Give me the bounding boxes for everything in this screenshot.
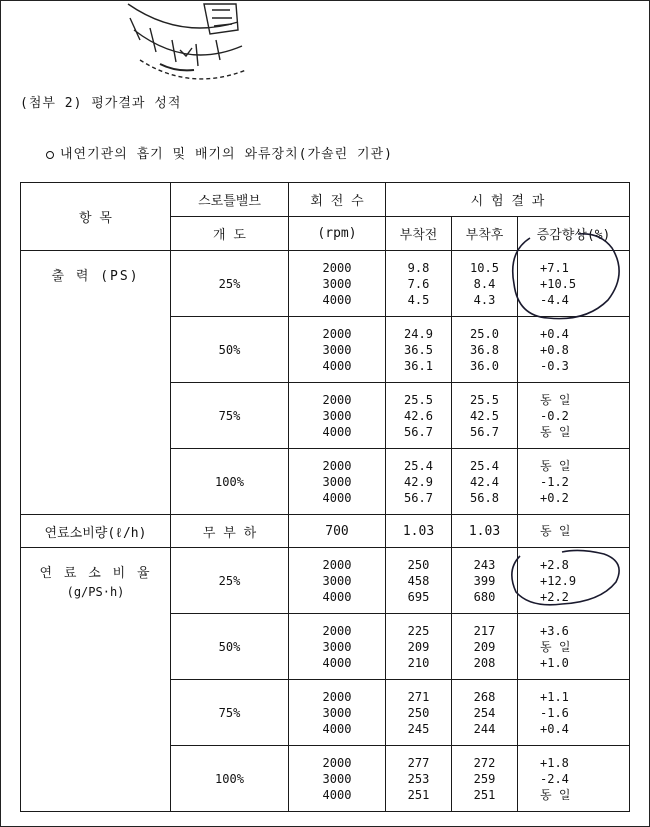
fuel-use-before: 1.03 [386,515,452,548]
output-item-cell [21,251,171,515]
change-cell: +1.1 -1.6 +0.4 [518,680,630,746]
header-results: 시 험 결 과 [386,183,630,217]
before-cell: 271 250 245 [386,680,452,746]
rpm-cell: 2000 3000 4000 [289,746,386,812]
throttle-cell: 100% [171,746,289,812]
after-cell: 272 259 251 [452,746,518,812]
change-cell: +7.1 +10.5 -4.4 [518,251,630,317]
output-label: 출 력 (PS) [51,269,140,284]
after-cell: 25.5 42.5 56.7 [452,383,518,449]
change-cell: +0.4 +0.8 -0.3 [518,317,630,383]
official-seal-stamp [120,0,250,86]
rpm-cell: 2000 3000 4000 [289,317,386,383]
rpm-cell: 2000 3000 4000 [289,680,386,746]
section-title-text: 내연기관의 흡기 및 배기의 와류장치(가솔린 기관) [60,147,393,162]
before-cell: 9.8 7.6 4.5 [386,251,452,317]
throttle-cell: 75% [171,383,289,449]
header-before: 부착전 [386,217,452,251]
header-item: 항 목 [21,183,171,251]
throttle-cell: 75% [171,680,289,746]
header-change: 증감향상(%) [518,217,630,251]
before-cell: 250 458 695 [386,548,452,614]
change-cell: +3.6 동 일 +1.0 [518,614,630,680]
after-cell: 10.5 8.4 4.3 [452,251,518,317]
fuel-use-after: 1.03 [452,515,518,548]
attachment-title: (첨부 2) 평가결과 성적 [20,96,182,111]
header-speed-bottom: (rpm) [289,217,386,251]
table-row [21,515,630,548]
fuel-use-rpm: 700 [289,515,386,548]
rpm-cell: 2000 3000 4000 [289,614,386,680]
rpm-cell: 2000 3000 4000 [289,548,386,614]
throttle-cell: 25% [171,251,289,317]
rpm-cell: 2000 3000 4000 [289,449,386,515]
change-cell: +1.8 -2.4 동 일 [518,746,630,812]
throttle-cell: 100% [171,449,289,515]
rpm-cell: 2000 3000 4000 [289,383,386,449]
after-cell: 25.0 36.8 36.0 [452,317,518,383]
change-cell: +2.8 +12.9 +2.2 [518,548,630,614]
fuel-use-throttle: 무 부 하 [171,515,289,548]
change-cell: 동 일 -0.2 동 일 [518,383,630,449]
table-row [21,251,630,317]
fuel-ratio-label: 연 료 소 비 율 [39,566,152,581]
throttle-cell: 50% [171,614,289,680]
before-cell: 25.4 42.9 56.7 [386,449,452,515]
fuel-ratio-unit: (g/PS·h) [66,585,125,599]
before-cell: 24.9 36.5 36.1 [386,317,452,383]
header-throttle-bottom: 개 도 [171,217,289,251]
header-after: 부착후 [452,217,518,251]
section-title [46,143,393,162]
fuel-ratio-item-cell [21,548,171,812]
fuel-use-change: 동 일 [518,515,630,548]
throttle-cell: 50% [171,317,289,383]
after-cell: 25.4 42.4 56.8 [452,449,518,515]
before-cell: 25.5 42.6 56.7 [386,383,452,449]
table-row [21,548,630,614]
fuel-use-label: 연료소비량(ℓ/h) [21,515,171,548]
after-cell: 217 209 208 [452,614,518,680]
bullet-circle-icon [46,151,54,159]
header-speed-top: 회 전 수 [289,183,386,217]
before-cell: 277 253 251 [386,746,452,812]
after-cell: 268 254 244 [452,680,518,746]
throttle-cell: 25% [171,548,289,614]
evaluation-results-table [20,182,630,812]
change-cell: 동 일 -1.2 +0.2 [518,449,630,515]
before-cell: 225 209 210 [386,614,452,680]
header-throttle-top: 스로틀밸브 [171,183,289,217]
after-cell: 243 399 680 [452,548,518,614]
rpm-cell: 2000 3000 4000 [289,251,386,317]
